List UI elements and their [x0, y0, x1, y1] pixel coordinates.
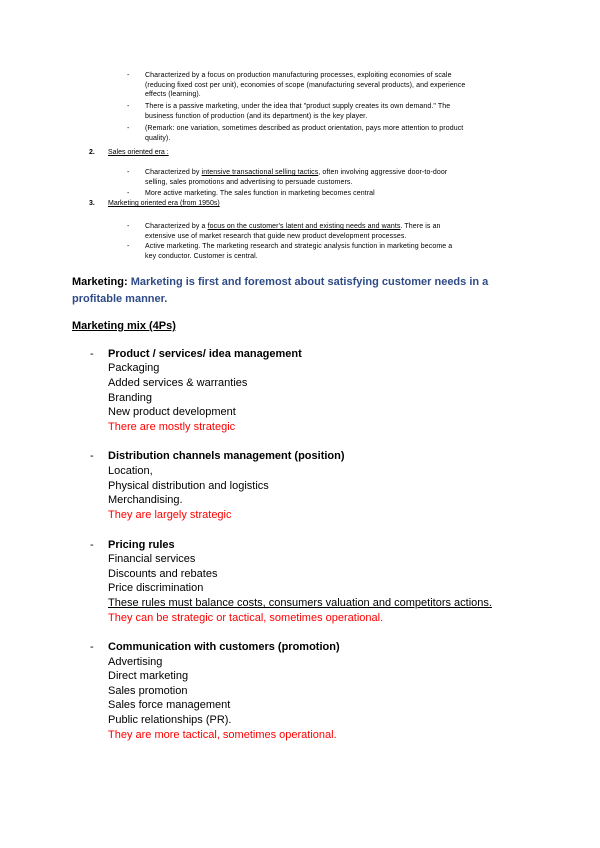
list-item: Sales force management	[108, 699, 231, 711]
list-item: Packaging	[108, 362, 160, 374]
list-item: Sales promotion	[108, 685, 188, 697]
list-item: Branding	[108, 392, 153, 404]
list-item: Direct marketing	[108, 670, 189, 682]
product-note: There are mostly strategic	[108, 421, 236, 433]
marketing-definition: Marketing: Marketing is first and foremost about satisfying customer needs in a profitable manner.	[72, 276, 489, 305]
pricing-title: Pricing rules	[108, 539, 175, 551]
bullet-dash: -	[90, 450, 94, 462]
sales-era-title: Sales oriented era :	[108, 149, 169, 156]
communication-title: Communication with customers (promotion)	[108, 641, 340, 653]
marketing-era-bullet-2: Active marketing. The marketing research and strategic analysis function in marketing become a key conductor. Customer is central.	[145, 243, 453, 260]
bullet-dash: -	[90, 348, 94, 360]
marketing-era-bullet-1: Characterized by a focus on the customer's latent and existing needs and wants. There is an extensive use of market research that guide new product development processes.	[145, 223, 441, 240]
bullet-dash: -	[90, 539, 94, 551]
bullet-dash: -	[127, 190, 130, 197]
pricing-balance-note: These rules must balance costs, consumers valuation and competitors actions.	[108, 597, 492, 609]
list-item: Price discrimination	[108, 582, 204, 594]
production-bullet-3: (Remark: one variation, sometimes described as product orientation, pays more attention to product quality).	[145, 125, 464, 142]
pricing-note: They can be strategic or tactical, sometimes operational.	[108, 612, 384, 624]
bullet-dash: -	[127, 223, 130, 230]
list-item: Location,	[108, 465, 153, 477]
bullet-dash: -	[127, 243, 130, 250]
bullet-dash: -	[127, 169, 130, 176]
marketing-era-title: Marketing oriented era (from 1950s)	[108, 200, 220, 207]
product-title: Product / services/ idea management	[108, 348, 302, 360]
distribution-title: Distribution channels management (position)	[108, 450, 345, 462]
definition-text: Marketing is first and foremost about satisfying customer needs in a	[130, 276, 489, 288]
definition-label: Marketing	[72, 276, 124, 288]
list-item: Discounts and rebates	[108, 568, 218, 580]
sales-bullet-2: More active marketing. The sales function in marketing becomes central	[145, 190, 375, 197]
communication-note: They are more tactical, sometimes operational.	[108, 729, 337, 741]
bullet-dash: -	[127, 125, 130, 132]
list-item: Merchandising.	[108, 494, 183, 506]
sales-bullet-1: Characterized by intensive transactional selling tactics, often involving aggressive door-to-door selling, sales promotions and advertising to persuade customers.	[145, 169, 448, 186]
list-item: New product development	[108, 406, 236, 418]
list-item: Added services & warranties	[108, 377, 248, 389]
list-item: Physical distribution and logistics	[108, 480, 269, 492]
list-item: Public relationships (PR).	[108, 714, 232, 726]
list-number: 3.	[89, 200, 95, 207]
distribution-note: They are largely strategic	[108, 509, 232, 521]
list-item: Financial services	[108, 553, 196, 565]
bullet-dash: -	[90, 641, 94, 653]
bullet-dash: -	[127, 103, 130, 110]
production-bullet-2: There is a passive marketing, under the idea that "product supply creates its own demand." The business function of production (and its department) is the key player.	[145, 103, 451, 120]
list-number: 2.	[89, 149, 95, 156]
bullet-dash: -	[127, 72, 130, 79]
list-item: Advertising	[108, 656, 163, 668]
production-bullet-1: Characterized by a focus on production manufacturing processes, exploiting economies of scale (reducing fixed cost per unit), economies of scope (manufacturing several products), and experience effects (learning).	[145, 72, 466, 98]
marketing-mix-heading: Marketing mix (4Ps)	[72, 320, 176, 332]
